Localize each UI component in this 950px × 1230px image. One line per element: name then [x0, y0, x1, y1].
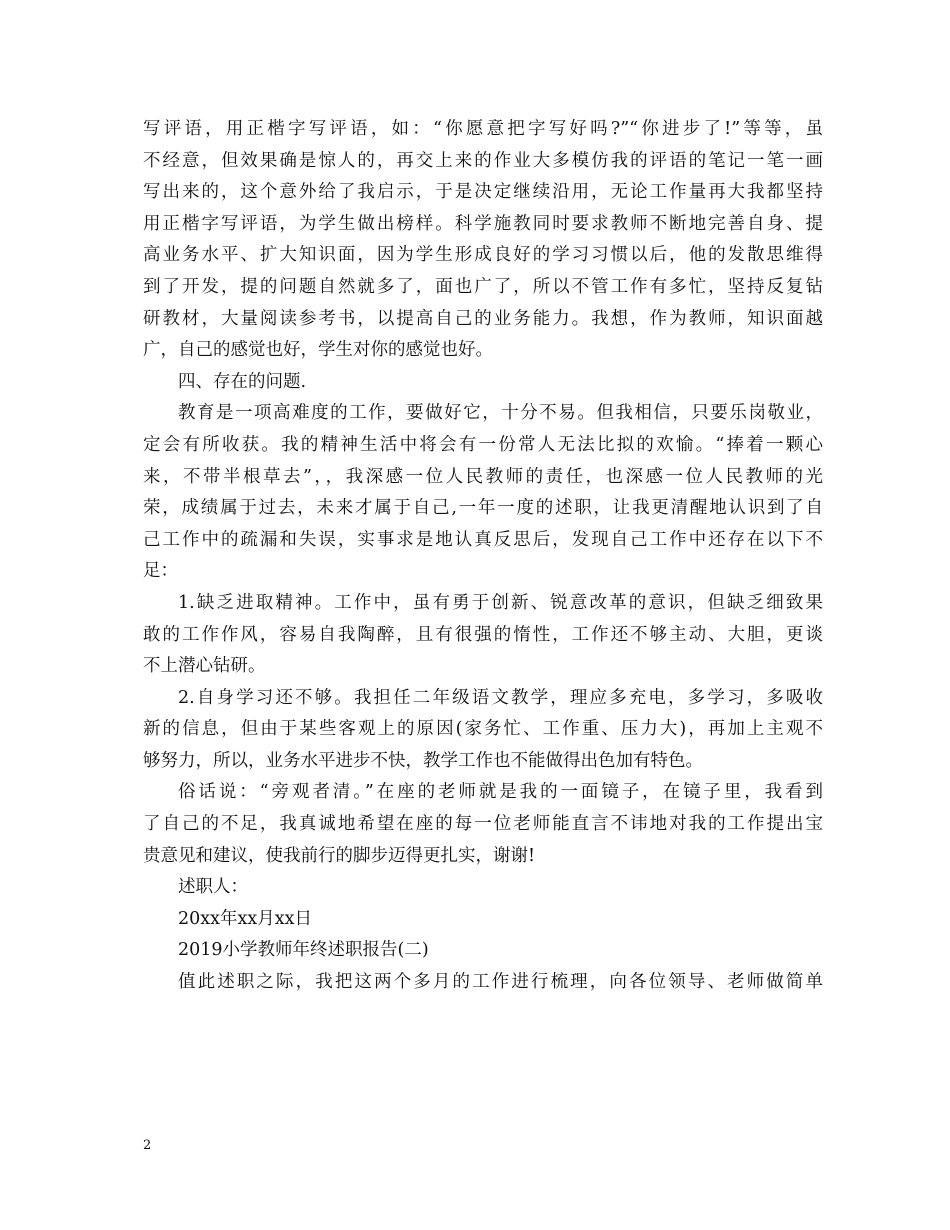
text-line: 不经意，但效果确是惊人的，再交上来的作业大多模仿我的评语的笔记一笔一画 — [143, 150, 823, 171]
text-line: 贵意见和建议，使我前行的脚步迈得更扎实，谢谢! — [143, 845, 536, 866]
text-line: 20xx年xx月xx日 — [178, 908, 312, 929]
text-line: 2019小学教师年终述职报告(二) — [178, 940, 429, 961]
text-line: 到了开发，提的问题自然就多了，面也广了，所以不管工作有多忙，坚持反复钻 — [143, 276, 823, 297]
text-line: 述职人： — [178, 877, 248, 898]
text-line: 教育是一项高难度的工作，要做好它，十分不易。但我相信，只要乐岗敬业， — [178, 403, 823, 424]
text-line: 够努力，所以，业务水平进步不快，教学工作也不能做得出色加有特色。 — [143, 750, 703, 771]
text-line: 俗话说：“旁观者清。”在座的老师就是我的一面镜子，在镜子里，我看到 — [178, 782, 823, 803]
text-line: 1.缺乏进取精神。工作中，虽有勇于创新、锐意改革的意识，但缺乏细致果 — [178, 592, 823, 613]
text-line: 写评语，用正楷字写评语，如：“你愿意把字写好吗?”“你进步了!”等等，虽 — [143, 119, 823, 139]
text-line: 定会有所收获。我的精神生活中将会有一份常人无法比拟的欢愉。“捧着一颗心 — [143, 434, 823, 455]
text-line: 研教材，大量阅读参考书，以提高自己的业务能力。我想，作为教师，知识面越 — [143, 308, 823, 329]
page-number: 2 — [143, 1138, 152, 1153]
text-line: 高业务水平、扩大知识面，因为学生形成良好的学习习惯以后，他的发散思维得 — [143, 245, 823, 266]
text-line: 荣，成绩属于过去，未来才属于自己,一年一度的述职，让我更清醒地认识到了自 — [143, 498, 823, 519]
text-line: 用正楷字写评语，为学生做出榜样。科学施教同时要求教师不断地完善自身、提 — [143, 213, 823, 234]
text-line: 敢的工作作风，容易自我陶醉，且有很强的惰性，工作还不够主动、大胆，更谈 — [143, 624, 823, 645]
document-body — [143, 114, 823, 999]
text-line: 足： — [143, 561, 178, 582]
text-line: 四、存在的问题. — [178, 371, 307, 392]
text-line: 广，自己的感觉也好，学生对你的感觉也好。 — [143, 340, 493, 361]
text-line: 新的信息，但由于某些客观上的原因(家务忙、工作重、压力大)，再加上主观不 — [143, 719, 823, 740]
text-line: 来，不带半根草去”，，我深感一位人民教师的责任，也深感一位人民教师的光 — [143, 466, 823, 487]
text-line: 了自己的不足，我真诚地希望在座的每一位老师能直言不讳地对我的工作提出宝 — [143, 814, 823, 835]
text-line: 2.自身学习还不够。我担任二年级语文教学，理应多充电，多学习，多吸收 — [178, 687, 823, 708]
text-line: 不上潜心钻研。 — [143, 656, 266, 677]
text-line: 写出来的，这个意外给了我启示，于是决定继续沿用，无论工作量再大我都坚持 — [143, 182, 823, 203]
text-line: 己工作中的疏漏和失误，实事求是地认真反思后，发现自己工作中还存在以下不 — [143, 529, 823, 550]
text-line: 值此述职之际，我把这两个多月的工作进行梳理，向各位领导、老师做简单 — [178, 972, 823, 993]
